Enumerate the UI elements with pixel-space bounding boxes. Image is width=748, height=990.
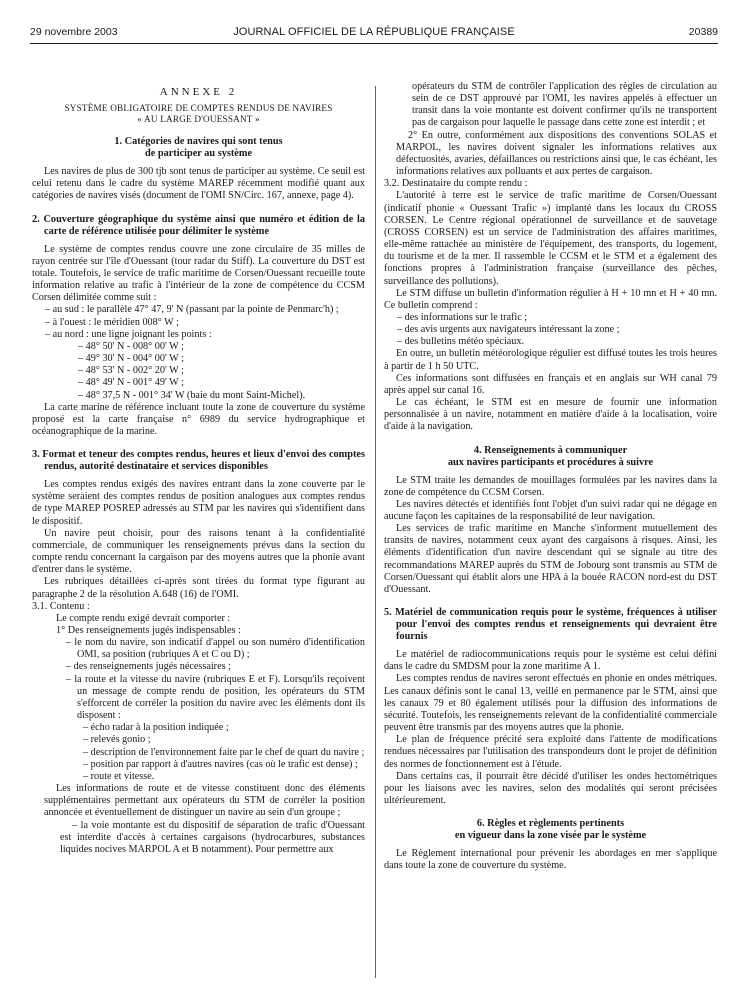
sub-list-item: – écho radar à la position indiquée ; (83, 722, 229, 734)
section-4-paragraph-1: Le STM traite les demandes de mouillages formulées par les navires dans la zone de compétence du CCSM Corsen. (384, 474, 717, 498)
sub-list-item: – relevés gonio ; (83, 734, 151, 746)
section-3-1-intro: Le compte rendu exigé devrait comporter : (56, 612, 231, 624)
coordinate-item: – 48° 53' N - 002° 20' W ; (78, 365, 184, 377)
section-3-2-paragraph-2: Le STM diffuse un bulletin d'information régulier à H + 10 mn et H + 40 mn. Ce bulletin comprend : (384, 287, 717, 311)
section-4-paragraph-2: Les navires détectés et identifiés font l'objet d'un suivi radar qui ne dégage en aucune façon les capitaines de la responsabilité de leur navigation. (384, 498, 717, 522)
section-3-1-heading: 3.1. Contenu : (32, 600, 90, 612)
section-4-title-line-2: aux navires participants et procédures à suivre (447, 456, 654, 468)
section-2-bullet-west: – à l'ouest : le méridien 008° W ; (45, 316, 179, 328)
section-3-paragraph-5: – la voie montante est du dispositif de séparation de trafic d'Ouessant est interdite d'accès à certaines cargaisons (hydrocarbures, substances liquides nocives MARPOL A et B notamment). Pour permettre aux (60, 819, 365, 855)
list-item: – des renseignements jugés nécessaires ; (66, 661, 231, 673)
section-6-paragraph-1: Le Règlement international pour prévenir les abordages en mer s'applique dans toute la zone de couverture du système. (384, 848, 717, 872)
section-5-title: 5. Matériel de communication requis pour le système, fréquences à utiliser pour l'envoi des comptes rendus et renseignements qui devraient être fournis (384, 607, 717, 643)
section-3-2-paragraph-1: L'autorité à terre est le service de trafic maritime de Corsen/Ouessant (indicatif phonie « Ouessant Trafic ») implanté dans les locaux du CROSS CORSEN. Le Centre régional opérationnel de surveillance et de sauvetage (CROSS CORSEN) est un service de l'administration des affaires maritimes, elle-même rattachée au ministère de l'équipement, des transports, du logement, du tourisme et de la mer. Il rassemble le CCSM et le STM et a également des fonctions propres à l'administration française (surveillance des pêches, surveillance des pollutions). (384, 190, 717, 287)
annex-subtitle-2: « AU LARGE D'OUESSANT » (137, 114, 260, 125)
bulletin-item: – des avis urgents aux navigateurs intéressant la zone ; (397, 324, 620, 336)
coordinate-item: – 48° 50' N - 008° 00' W ; (78, 340, 184, 352)
sub-list-item: – description de l'environnement faite par le chef de quart du navire ; (83, 746, 365, 758)
header-journal-title: JOURNAL OFFICIEL DE LA RÉPUBLIQUE FRANÇAISE (233, 26, 515, 38)
section-2-bullet-north: – au nord : une ligne joignant les points : (45, 328, 212, 340)
list-item: – la route et la vitesse du navire (rubriques E et F). Lorsqu'ils reçoivent un message de compte rendu de position, les opérateurs du STM s'efforcent de corréler la position du navire avec les éléments dont ils disposent : (66, 673, 365, 722)
section-3-2-paragraph-3: En outre, un bulletin météorologique régulier est diffusé toutes les trois heures à partir de 1 h 50 UTC. (384, 348, 717, 372)
section-2-paragraph-2: La carte marine de référence incluant toute la zone de couverture du système proposé est la carte française n° 6989 du service hydrographique et océanographique de la marine. (32, 401, 365, 437)
page-header (30, 26, 718, 42)
section-3-1-item-1: 1° Des renseignements jugés indispensables : (56, 625, 241, 636)
header-page-number: 20389 (688, 26, 718, 38)
section-3-2-paragraph-4: Ces informations sont diffusées en français et en anglais sur WH canal 79 après appel sur canal 16. (384, 372, 717, 396)
section-5-paragraph-4: Dans certains cas, il pourrait être décidé d'utiliser les ondes hectométriques pour les liaisons avec les navires, selon des modalités qui seront précisées ultérieurement. (384, 770, 717, 806)
section-6-title-line-1: 6. Règles et règlements pertinents (476, 818, 625, 830)
header-date: 29 novembre 2003 (30, 26, 118, 38)
sub-list-item: – position par rapport à d'autres navires (cas où le trafic est dense) ; (83, 758, 358, 770)
bulletin-item: – des bulletins météo spéciaux. (397, 336, 525, 348)
right-column (384, 81, 717, 872)
section-3-title: 3. Format et teneur des comptes rendus, heures et lieux d'envoi des comptes rendus, autorité destinataire et services disponibles (32, 449, 365, 473)
section-3-2-heading: 3.2. Destinataire du compte rendu : (384, 178, 528, 190)
continued-paragraph: opérateurs du STM de contrôler l'application des règles de circulation au sein de ce DST approuvé par l'OMI, les navires appelés à effectuer un transit dans la voie montante est doivent confirmer qu'ils ne transportent pas de cargaison pour laquelle le passage dans cette zone est interdit ; et (412, 81, 717, 129)
section-3-paragraph-3: Les rubriques détaillées ci-après sont tirées du format type figurant au paragraphe 2 de la résolution A.648 (16) de l'OMI. (32, 576, 365, 600)
section-2-bullet-south: – au sud : le parallèle 47° 47, 9' N (passant par la pointe de Penmarc'h) ; (45, 304, 339, 316)
section-4-paragraph-3: Les services de trafic maritime en Manche s'informent mutuellement des transits de navires, notamment ceux ayant des cargaisons à risques. Ainsi, les éléments d'identification d'un navire descendant qui se signale au titre des recommandations MAREP auprès du STM de Jobourg sont transmis au STM de Corsen/Ouessant qui établit alors une HPA à la bouée RACON nord-est du DST d'Ouessant. (384, 523, 717, 595)
section-1-title-line-1: 1. Catégories de navires qui sont tenus (114, 136, 283, 148)
bulletin-item: – des informations sur le trafic ; (397, 311, 528, 323)
sub-list-item: – route et vitesse. (83, 770, 155, 782)
section-2-title: 2. Couverture géographique du système ainsi que numéro et édition de la carte de référence utilisée pour délimiter le système (32, 213, 365, 237)
coordinate-item: – 48° 37,5 N - 001° 34' W (baie du mont Saint-Michel). (78, 389, 306, 401)
annex-title: ANNEXE 2 (159, 86, 238, 98)
section-3-2-paragraph-5: Le cas échéant, le STM est en mesure de fournir une information personnalisée à un navire, notamment en matière d'aide à la localisation, voire d'aide à la navigation. (384, 397, 717, 433)
section-1-title-line-2: de participer au système (144, 148, 253, 160)
annex-subtitle-1: SYSTÈME OBLIGATOIRE DE COMPTES RENDUS DE NAVIRES (64, 103, 333, 114)
list-item: – le nom du navire, son indicatif d'appel ou son numéro d'identification OMI, sa position (rubriques A et C ou D) ; (66, 637, 365, 661)
section-5-paragraph-3: Le plan de fréquence précité sera exploité dans l'attente de modifications rendues nécessaires par l'utilisation des transpondeurs dont le projet de définition des normes de fonctionnement est à l'étude. (384, 734, 717, 770)
section-3-paragraph-1: Les comptes rendus exigés des navires entrant dans la zone couverte par le système seraient des comptes rendus de position analogues aux comptes rendus de type MAREP POSREP adressés au STM par les navires qui s'identifient dans le dispositif. (32, 479, 365, 527)
section-1-paragraph: Les navires de plus de 300 tjb sont tenus de participer au système. Ce seuil est celui retenu dans le cadre du système MAREP récemment modifié quant aux catégories de navires visés (document de l'OMI SN/Circ. 167, annexe, page 4). (32, 166, 365, 202)
section-3-paragraph-4: Les informations de route et de vitesse constituent donc des éléments supplémentaires permettant aux opérateurs du STM de corréler la position annoncée et éventuellement de distinguer un navire au sein d'un groupe ; (44, 783, 365, 819)
header-rule (30, 43, 718, 44)
section-4-title-line-1: 4. Renseignements à communiquer (473, 444, 628, 456)
section-6-title-line-2: en vigueur dans la zone visée par le système (454, 830, 647, 842)
coordinate-item: – 48° 49' N - 001° 49' W ; (78, 377, 184, 389)
section-2-paragraph-1: Le système de comptes rendus couvre une zone circulaire de 35 milles de rayon centrée sur l'île d'Ouessant (tour radar du Stiff). La couverture du DST est totale. Toutefois, le service de trafic maritime de Corsen/Ouessant recueille toute information relative au trafic à l'intérieur de la zone de compétence du CCSM Corsen délimitée comme suit : (32, 243, 365, 304)
column-divider (375, 86, 376, 978)
section-5-paragraph-1: Le matériel de radiocommunications requis pour le système est celui défini dans le cadre du SMDSM pour la zone maritime A 1. (384, 649, 717, 673)
section-3-1-item-2: 2° En outre, conformément aux dispositions des conventions SOLAS et MARPOL, les navires doivent signaler les informations relatives aux défectuosités, avaries, défaillances ou restrictions ainsi que, le cas échéant, les informations relatives aux polluants et aux pertes de cargaison. (396, 129, 717, 178)
coordinate-item: – 49° 30' N - 004° 00' W ; (78, 353, 184, 365)
section-3-paragraph-2: Un navire peut choisir, pour des raisons tenant à la confidentialité commerciale, de communiquer les renseignements prévus dans la section du compte rendu concernant la cargaison par des moyens autres que la phonie avant d'entrer dans le système. (32, 527, 365, 576)
section-5-paragraph-2: Les comptes rendus de navires seront effectués en phonie en ondes métriques. Les canaux définis sont le canal 13, veillé en permanence par le STM, ainsi que les canaux 79 et 80 également utilisés pour la diffusion des informations de sécurité. Toutefois, les renseignements relevant de la confidentialité commerciale peuvent être transmis par des moyens autres que la phonie. (384, 673, 717, 734)
left-column (32, 86, 365, 856)
